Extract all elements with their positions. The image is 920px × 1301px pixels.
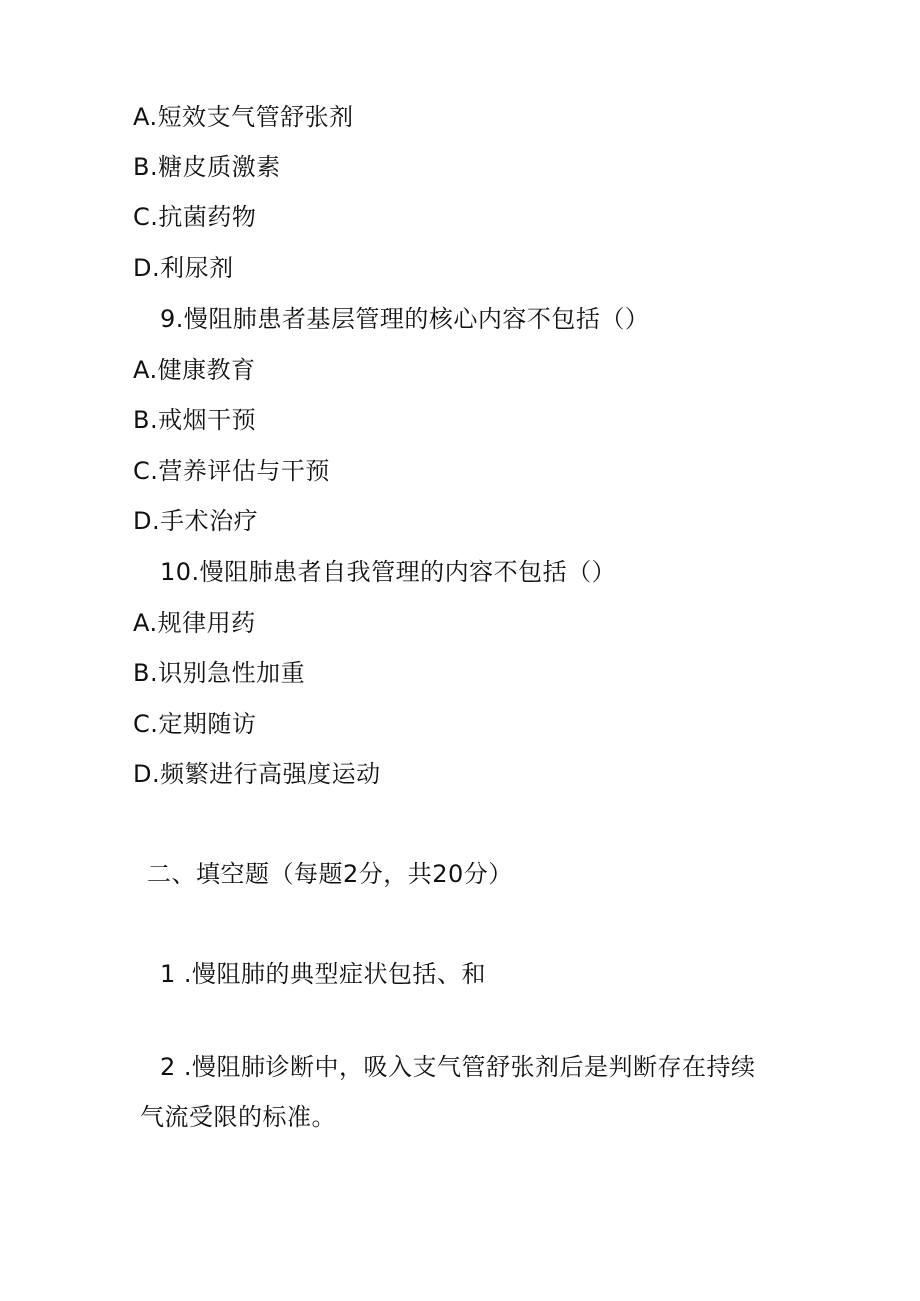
q9-option-b: B.戒烟干预 bbox=[133, 406, 257, 434]
q9-question: 9.慢阻肺患者基层管理的核心内容不包括（） bbox=[160, 305, 650, 333]
q8-option-c: C.抗菌药物 bbox=[133, 203, 257, 231]
q9-option-d: D.手术治疗 bbox=[133, 507, 259, 535]
q10-question: 10.慢阻肺患者自我管理的内容不包括（） bbox=[160, 558, 617, 586]
section-heading: 二、填空题（每题2分，共20分） bbox=[147, 860, 513, 888]
q10-option-c: C.定期随访 bbox=[133, 710, 257, 738]
q8-option-a: A.短效支气管舒张剂 bbox=[133, 103, 354, 131]
q8-option-d: D.利尿剂 bbox=[133, 254, 234, 282]
q8-option-b: B.糖皮质激素 bbox=[133, 153, 281, 181]
q10-option-b: B.识别急性加重 bbox=[133, 659, 306, 687]
fill-question-2: 2 .慢阻肺诊断中，吸入支气管舒张剂后是判断存在持续 bbox=[160, 1053, 756, 1081]
q10-option-d: D.频繁进行高强度运动 bbox=[133, 760, 381, 788]
q10-option-a: A.规律用药 bbox=[133, 609, 256, 637]
fill-question-2-continuation: 气流受限的标准。 bbox=[140, 1103, 336, 1131]
q9-option-c: C.营养评估与干预 bbox=[133, 457, 330, 485]
fill-question-1: 1 .慢阻肺的典型症状包括、和 bbox=[160, 960, 487, 988]
q9-option-a: A.健康教育 bbox=[133, 356, 256, 384]
